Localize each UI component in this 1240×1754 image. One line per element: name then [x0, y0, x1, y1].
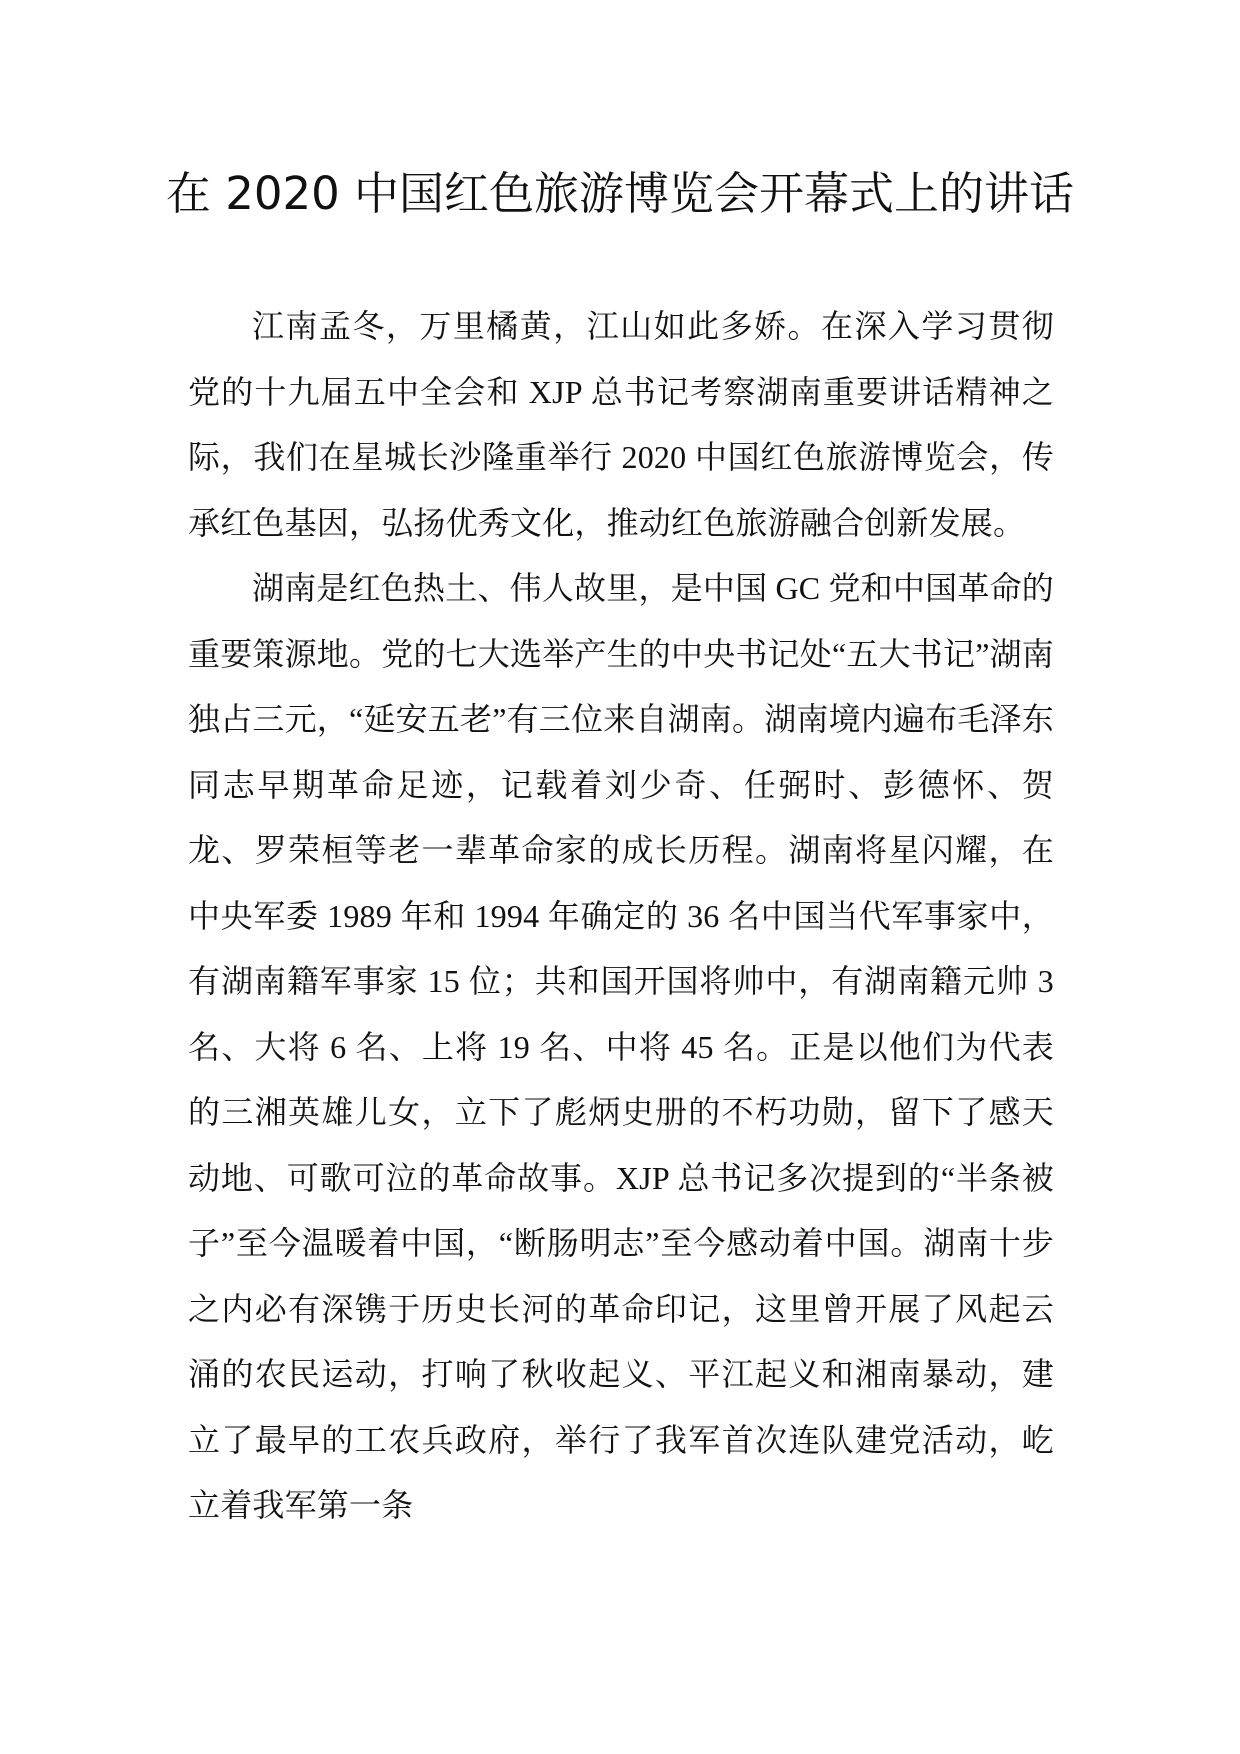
paragraph-1: 江南孟冬，万里橘黄，江山如此多娇。在深入学习贯彻党的十九届五中全会和 XJP 总书记考察湖南重要讲话精神之际，我们在星城长沙隆重举行 2020 中国红色旅游博览会，传承红色基因，弘扬优秀文化，推动红色旅游融合创新发展。 [188, 308, 1054, 541]
document-title: 在 2020 中国红色旅游博览会开幕式上的讲话 [165, 167, 1075, 220]
document-body [188, 294, 1054, 1539]
paragraph-2: 湖南是红色热土、伟人故里，是中国 GC 党和中国革命的重要策源地。党的七大选举产生的中央书记处“五大书记”湖南独占三元，“延安五老”有三位来自湖南。湖南境内遍布毛泽东同志早期革命足迹，记载着刘少奇、任弼时、彭德怀、贺龙、罗荣桓等老一辈革命家的成长历程。湖南将星闪耀，在中央军委 1989 年和 1994 年确定的 36 名中国当代军事家中，有湖南籍军事家 15 位；共和国开国将帅中，有湖南籍元帅 3 名、大将 6 名、上将 19 名、中将 45 名。正是以他们为代表的三湘英雄儿女，立下了彪炳史册的不朽功勋，留下了感天动地、可歌可泣的革命故事。XJP 总书记多次提到的“半条被子”至今温暖着中国，“断肠明志”至今感动着中国。湖南十步之内必有深镌于历史长河的革命印记，这里曾开展了风起云涌的农民运动，打响了秋收起义、平江起义和湘南暴动，建立了最早的工农兵政府，举行了我军首次连队建党活动，屹立着我军第一条 [188, 570, 1055, 1523]
